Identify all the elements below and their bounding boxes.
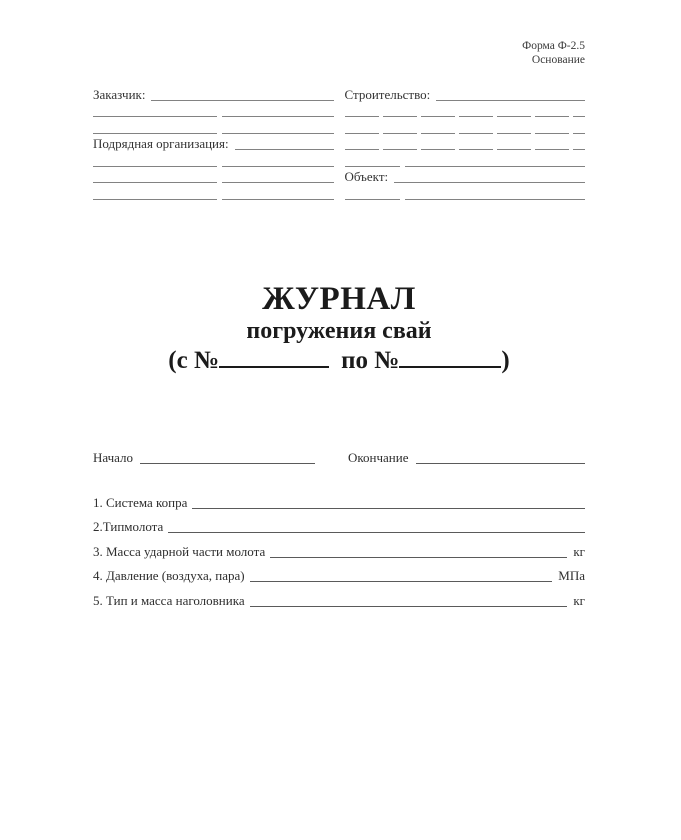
field-blank-line — [250, 606, 568, 607]
blank-line — [405, 198, 586, 200]
field-unit: МПа — [558, 568, 585, 583]
header-parties — [93, 85, 585, 201]
start-blank-line — [140, 462, 315, 464]
field-label: 4. Давление (воздуха, пара) — [93, 568, 245, 583]
construction-label: Строительство: — [344, 86, 431, 102]
blank-dashed-line — [345, 132, 586, 134]
blank-line — [93, 181, 217, 183]
blank-line — [93, 132, 217, 134]
field-label: 1. Система копра — [93, 494, 188, 510]
parties-left-column — [93, 85, 334, 201]
field-row — [93, 544, 585, 559]
blank-dashed-line — [345, 115, 586, 117]
field-blank-line — [270, 557, 567, 558]
object-blank-line — [394, 181, 585, 183]
range-to-blank — [399, 365, 501, 368]
form-basis: Основание — [531, 53, 585, 66]
contractor-blank-line — [235, 148, 334, 150]
field-label: 2.Типмолота — [93, 519, 164, 534]
blank-line — [93, 165, 217, 167]
form-code-block — [93, 40, 585, 67]
field-row — [93, 593, 585, 608]
journal-title: ЖУРНАЛ — [262, 280, 416, 317]
range-mid-text: по № — [341, 346, 400, 374]
form-code: Форма Ф-2.5 — [522, 40, 585, 52]
period-row — [93, 450, 585, 465]
blank-line — [405, 165, 586, 167]
blank-line — [222, 115, 334, 117]
field-label: 5. Тип и масса наголовника — [93, 592, 245, 608]
start-label: Начало — [93, 449, 134, 465]
period-spacer — [315, 450, 348, 465]
field-blank-line — [250, 581, 553, 582]
blank-line — [93, 115, 217, 117]
field-row — [93, 519, 585, 534]
construction-blank-line — [436, 99, 585, 101]
field-unit: кг — [573, 543, 585, 559]
field-blank-line — [192, 508, 585, 509]
field-row — [93, 495, 585, 510]
range-from-blank — [219, 365, 329, 368]
range-open-text: (с № — [168, 346, 220, 374]
equipment-fields — [93, 495, 585, 608]
field-label: 3. Масса ударной части молота — [93, 543, 266, 559]
field-unit: кг — [573, 592, 585, 608]
blank-line — [345, 198, 400, 200]
customer-label: Заказчик: — [93, 86, 146, 102]
blank-line — [345, 165, 400, 167]
field-row — [93, 568, 585, 583]
blank-line — [93, 198, 217, 200]
parties-right-column — [345, 85, 586, 201]
range-close-text: ) — [501, 346, 510, 374]
customer-blank-line — [151, 99, 333, 101]
end-blank-line — [416, 462, 586, 464]
field-blank-line — [168, 532, 585, 533]
blank-line — [222, 132, 334, 134]
journal-subtitle: погружения свай — [246, 317, 432, 344]
blank-line — [222, 165, 334, 167]
blank-line — [222, 181, 334, 183]
contractor-label: Подрядная организация: — [93, 136, 229, 151]
blank-line — [222, 198, 334, 200]
blank-dashed-line — [345, 148, 586, 150]
title-block — [93, 281, 585, 376]
journal-number-range — [93, 346, 585, 376]
object-label: Объект: — [344, 169, 389, 184]
end-label: Окончание — [348, 449, 409, 465]
